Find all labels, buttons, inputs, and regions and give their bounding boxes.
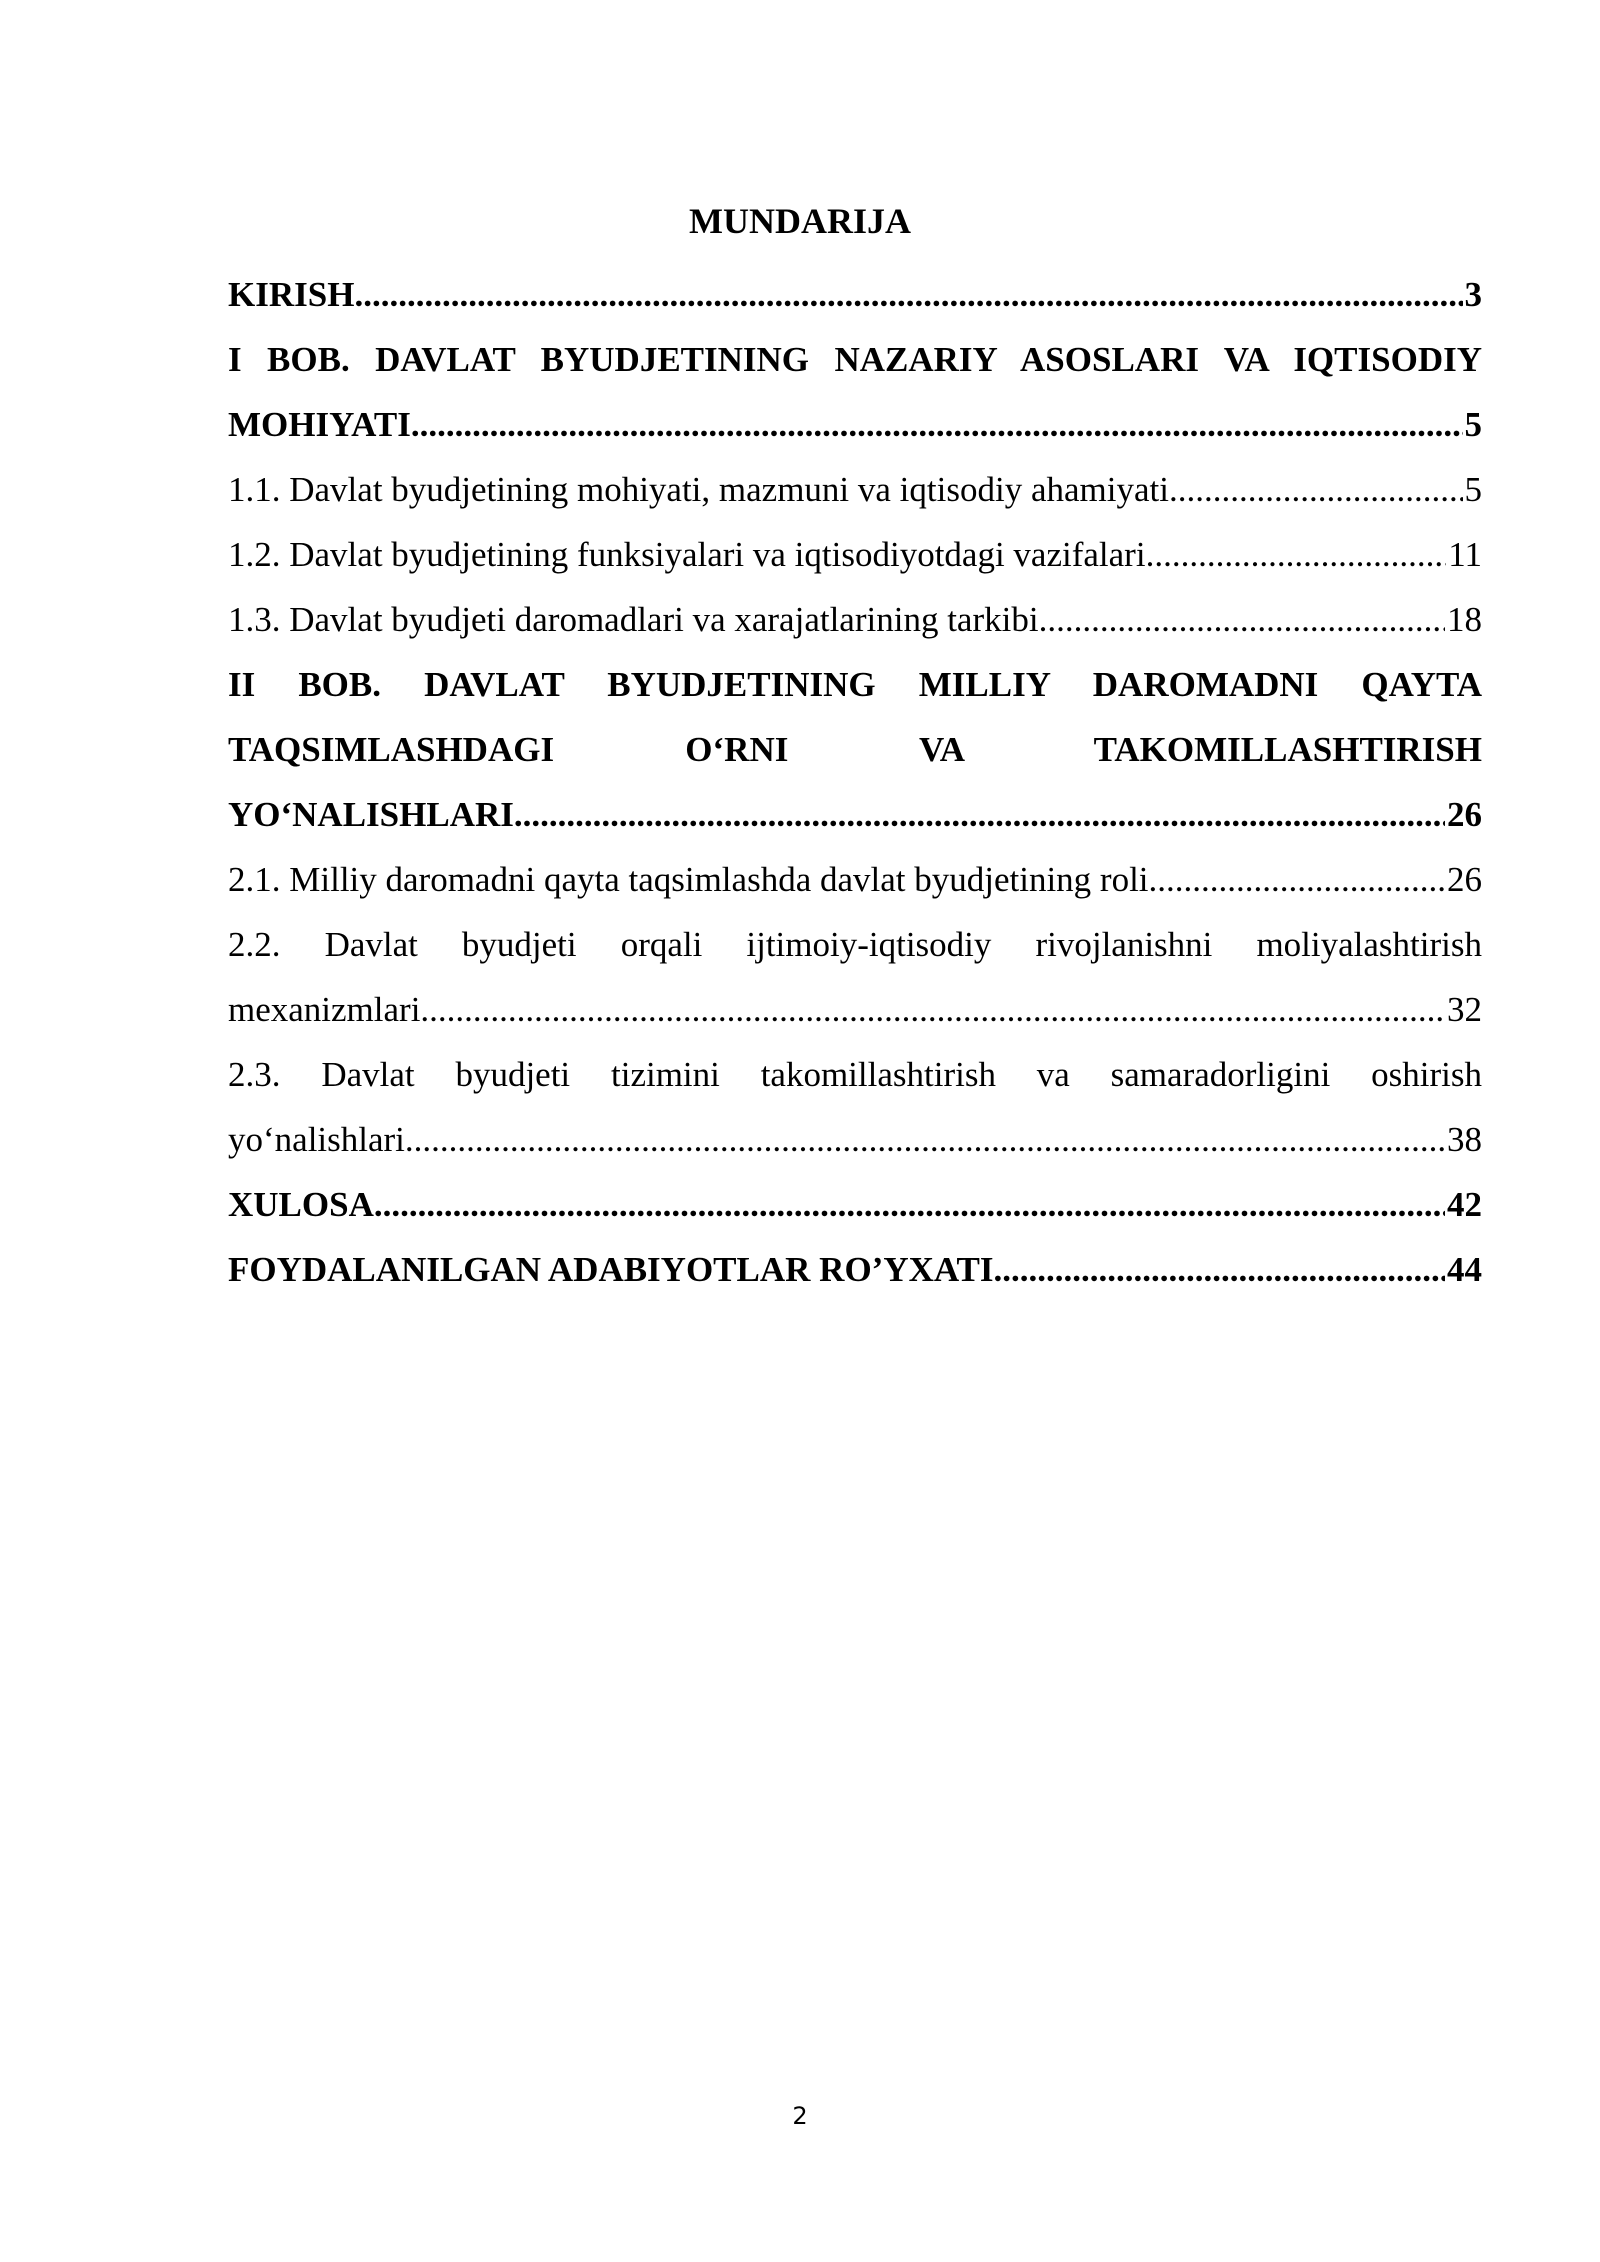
toc-entry-title: yo‘nalishlari [228,1120,405,1159]
dot-leader [411,392,1463,457]
toc-entry[interactable] [228,1172,1482,1237]
dot-leader [374,1172,1445,1237]
table-of-contents [228,262,1482,1302]
toc-entry-page-number: 11 [1448,535,1482,574]
dot-leader [1039,587,1445,652]
toc-entry[interactable] [228,262,1482,327]
toc-entry-last-line [228,847,1482,912]
dot-leader [514,782,1445,847]
toc-entry-text-line: I BOB. DAVLAT BYUDJETINING NAZARIY ASOSLARI VA IQTISODIY [228,340,1482,379]
dot-leader [1146,522,1447,587]
toc-entry-page-number: 42 [1447,1185,1482,1224]
toc-entry-title: 2.1. Milliy daromadni qayta taqsimlashda davlat byudjetining roli [228,860,1149,899]
toc-entry-title: 1.1. Davlat byudjetining mohiyati, mazmuni va iqtisodiy ahamiyati [228,470,1169,509]
toc-entry-title: YO‘NALISHLARI [228,795,514,834]
page-number: 2 [792,2102,808,2130]
toc-entry-last-line [228,392,1482,457]
toc-entry-last-line [228,782,1482,847]
toc-entry[interactable] [228,652,1482,847]
toc-entry-text-line: 2.3. Davlat byudjeti tizimini takomillashtirish va samaradorligini oshirish [228,1055,1482,1094]
toc-entry-page-number: 26 [1447,860,1482,899]
toc-entry-page-number: 3 [1464,275,1482,314]
toc-entry[interactable] [228,587,1482,652]
toc-entry-last-line [228,262,1482,327]
dot-leader [1169,457,1463,522]
dot-leader [354,262,1462,327]
toc-entry-page-number: 18 [1447,600,1482,639]
toc-entry[interactable] [228,522,1482,587]
dot-leader [1149,847,1445,912]
toc-entry-last-line [228,1107,1482,1172]
toc-entry-title: MOHIYATI [228,405,411,444]
toc-entry-last-line [228,457,1482,522]
toc-entry[interactable] [228,912,1482,1042]
toc-entry[interactable] [228,847,1482,912]
toc-entry-text-line: TAQSIMLASHDAGI O‘RNI VA TAKOMILLASHTIRISH [228,730,1482,769]
toc-entry-text-line: 2.2. Davlat byudjeti orqali ijtimoiy-iqtisodiy rivojlanishni moliyalashtirish [228,925,1482,964]
dot-leader [420,977,1445,1042]
toc-entry-last-line [228,1172,1482,1237]
toc-entry-last-line [228,587,1482,652]
toc-entry-text-line: II BOB. DAVLAT BYUDJETINING MILLIY DAROMADNI QAYTA [228,665,1482,704]
toc-entry-page-number: 32 [1447,990,1482,1029]
toc-entry-last-line [228,1237,1482,1302]
page-title: MUNDARIJA [689,201,911,241]
toc-entry-page-number: 5 [1464,470,1482,509]
toc-entry-page-number: 38 [1447,1120,1482,1159]
toc-entry-title: XULOSA [228,1185,374,1224]
toc-entry[interactable] [228,1237,1482,1302]
dot-leader [405,1107,1445,1172]
toc-entry-page-number: 44 [1447,1250,1482,1289]
toc-entry-title: mexanizmlari [228,990,421,1029]
toc-entry[interactable] [228,1042,1482,1172]
toc-entry[interactable] [228,457,1482,522]
toc-entry-title: KIRISH [228,275,355,314]
toc-entry[interactable] [228,327,1482,457]
toc-entry-title: FOYDALANILGAN ADABIYOTLAR RO’YXATI [228,1250,994,1289]
toc-entry-title: 1.3. Davlat byudjeti daromadlari va xarajatlarining tarkibi [228,600,1039,639]
toc-entry-page-number: 26 [1447,795,1482,834]
toc-entry-last-line [228,522,1482,587]
toc-entry-page-number: 5 [1464,405,1482,444]
dot-leader [994,1237,1445,1302]
toc-entry-last-line [228,977,1482,1042]
toc-entry-title: 1.2. Davlat byudjetining funksiyalari va iqtisodiyotdagi vazifalari [228,535,1146,574]
